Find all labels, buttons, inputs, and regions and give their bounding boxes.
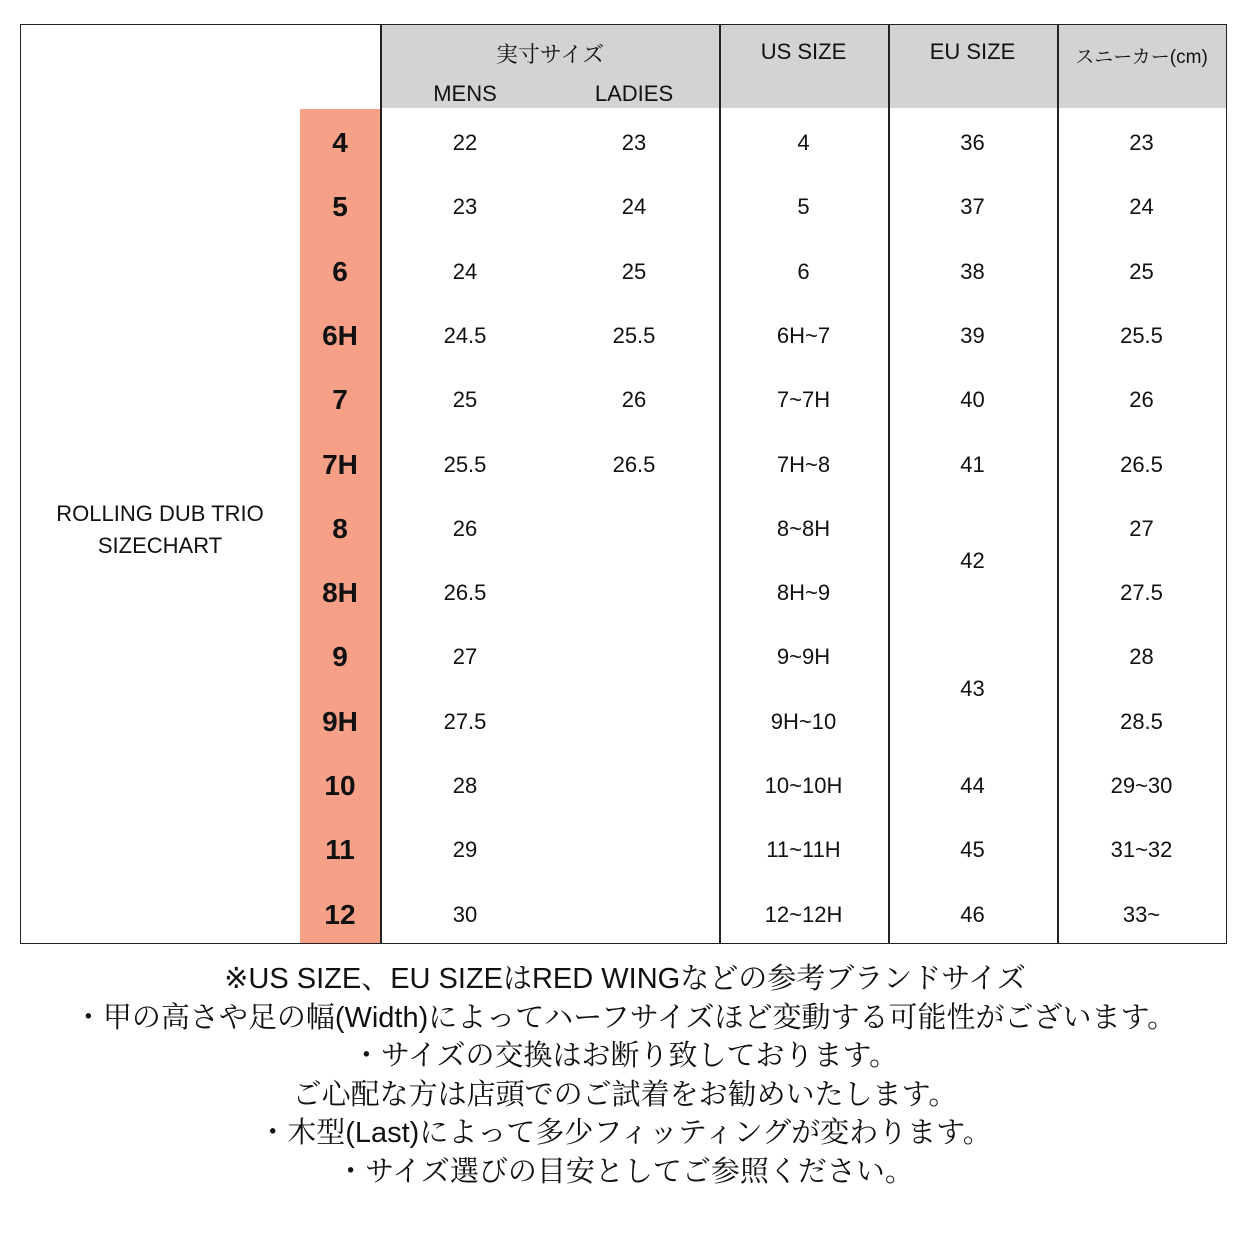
mens-cell: 27 (452, 644, 478, 670)
size-cell: 8 (332, 512, 348, 544)
note-line: ・甲の高さや足の幅(Width)によってハーフサイズほど変動する可能性がございます。 (73, 1001, 1177, 1034)
size-cell: 11 (325, 834, 355, 866)
mens-cell: 25.5 (443, 451, 487, 477)
header-jp-size: 実寸サイズ (495, 42, 605, 67)
note-line: ・木型(Last)によって多少フィッティングが変わります。 (258, 1117, 992, 1149)
ladies-cell (550, 690, 718, 754)
us-size-cell: 7~7H (776, 387, 831, 413)
sneaker-cell: 33~ (1122, 901, 1161, 927)
us-size-cell: 6H~7 (776, 322, 831, 348)
header-sneaker: スニーカー(cm) (1075, 47, 1208, 68)
us-size-cell: 9H~10 (770, 708, 837, 734)
us-size-cell: 6 (797, 258, 810, 284)
eu-size-cell: 41 (960, 451, 985, 477)
us-size-cell: 8H~9 (776, 580, 831, 606)
eu-size-cell: 36 (960, 130, 985, 155)
size-cell: 5 (332, 191, 348, 223)
eu-size-cell: 39 (960, 322, 985, 348)
ladies-cell (550, 625, 718, 689)
size-cell: 6H (322, 319, 358, 351)
eu-size-cell: 44 (960, 773, 985, 798)
header-eu-size-cell (890, 25, 1057, 108)
sneaker-cell: 29~30 (1110, 773, 1173, 798)
sneaker-cell: 23 (1129, 130, 1154, 155)
eu-size-cell: 38 (960, 258, 985, 284)
eu-size-cell: 45 (960, 837, 985, 863)
size-cell: 8H (322, 577, 358, 609)
ladies-cell: 23 (621, 130, 647, 155)
eu-size-cell: 43 (960, 676, 985, 702)
sneaker-cell: 28 (1129, 644, 1154, 670)
size-cell: 10 (324, 770, 356, 801)
ladies-cell (550, 818, 718, 882)
mens-cell: 28 (452, 773, 478, 798)
header-mens: MENS (433, 81, 497, 106)
header-us-size: US SIZE (760, 39, 847, 64)
ladies-cell: 24 (621, 194, 647, 220)
note-line: ・サイズの交換はお断り致しております。 (351, 1040, 899, 1072)
mens-cell: 29 (452, 837, 478, 863)
size-cell: 12 (324, 898, 356, 930)
chart-title-line1: ROLLING DUB TRIO (56, 501, 264, 526)
eu-size-cell: 37 (960, 194, 985, 220)
size-cell: 9 (332, 641, 348, 673)
eu-size-cell: 40 (960, 387, 985, 413)
ladies-cell (550, 497, 718, 561)
mens-cell: 24 (452, 258, 478, 284)
sneaker-cell: 26 (1129, 387, 1154, 413)
mens-cell: 26 (452, 515, 478, 541)
ladies-cell: 25 (621, 258, 647, 284)
mens-cell: 25 (452, 387, 478, 413)
mens-cell: 24.5 (443, 322, 487, 348)
size-cell: 7H (322, 448, 358, 480)
sneaker-cell: 27.5 (1120, 580, 1163, 606)
us-size-cell: 10~10H (764, 773, 843, 798)
sneaker-cell: 25.5 (1120, 322, 1163, 348)
us-size-cell: 7H~8 (776, 451, 831, 477)
mens-cell: 26.5 (443, 580, 487, 606)
ladies-cell: 26.5 (612, 451, 656, 477)
header-ladies: LADIES (594, 81, 674, 106)
us-size-cell: 4 (797, 130, 810, 155)
us-size-cell: 11~11H (766, 837, 841, 863)
sneaker-cell: 28.5 (1120, 708, 1163, 734)
eu-size-cell: 46 (960, 901, 985, 927)
mens-cell: 27.5 (443, 708, 487, 734)
sneaker-cell: 25 (1129, 258, 1154, 284)
us-size-cell: 9~9H (776, 644, 831, 670)
mens-cell: 22 (452, 130, 478, 155)
size-cell: 6 (332, 255, 348, 287)
us-size-cell: 5 (797, 194, 810, 220)
sneaker-cell: 27 (1129, 515, 1154, 541)
ladies-cell (550, 754, 718, 818)
notes (0, 960, 1250, 1191)
note-line: ・サイズ選びの目安としてご参照ください。 (336, 1155, 914, 1188)
chart-title (30, 498, 290, 562)
us-size-cell: 12~12H (764, 901, 843, 927)
size-cell: 9H (322, 705, 358, 737)
header-eu-size: EU SIZE (929, 39, 1016, 64)
ladies-cell: 25.5 (612, 322, 656, 348)
us-size-cell: 8~8H (776, 515, 831, 541)
mens-cell: 30 (452, 901, 478, 927)
ladies-cell: 26 (621, 387, 647, 413)
sneaker-cell: 26.5 (1120, 451, 1163, 477)
ladies-cell (550, 561, 718, 625)
sneaker-cell: 31~32 (1110, 837, 1173, 863)
size-cell: 4 (332, 127, 348, 158)
ladies-cell (550, 883, 718, 947)
size-cell: 7 (332, 384, 348, 416)
mens-cell: 23 (452, 194, 478, 220)
sneaker-cell: 24 (1129, 194, 1154, 220)
header-us-size-cell (721, 25, 888, 108)
note-line: ご心配な方は店頭でのご試着をお勧めいたします。 (292, 1078, 958, 1111)
eu-size-cell: 42 (960, 547, 985, 573)
chart-title-line2: SIZECHART (97, 533, 223, 558)
note-line: ※US SIZE、EU SIZEはRED WINGなどの参考ブランドサイズ (224, 963, 1026, 995)
